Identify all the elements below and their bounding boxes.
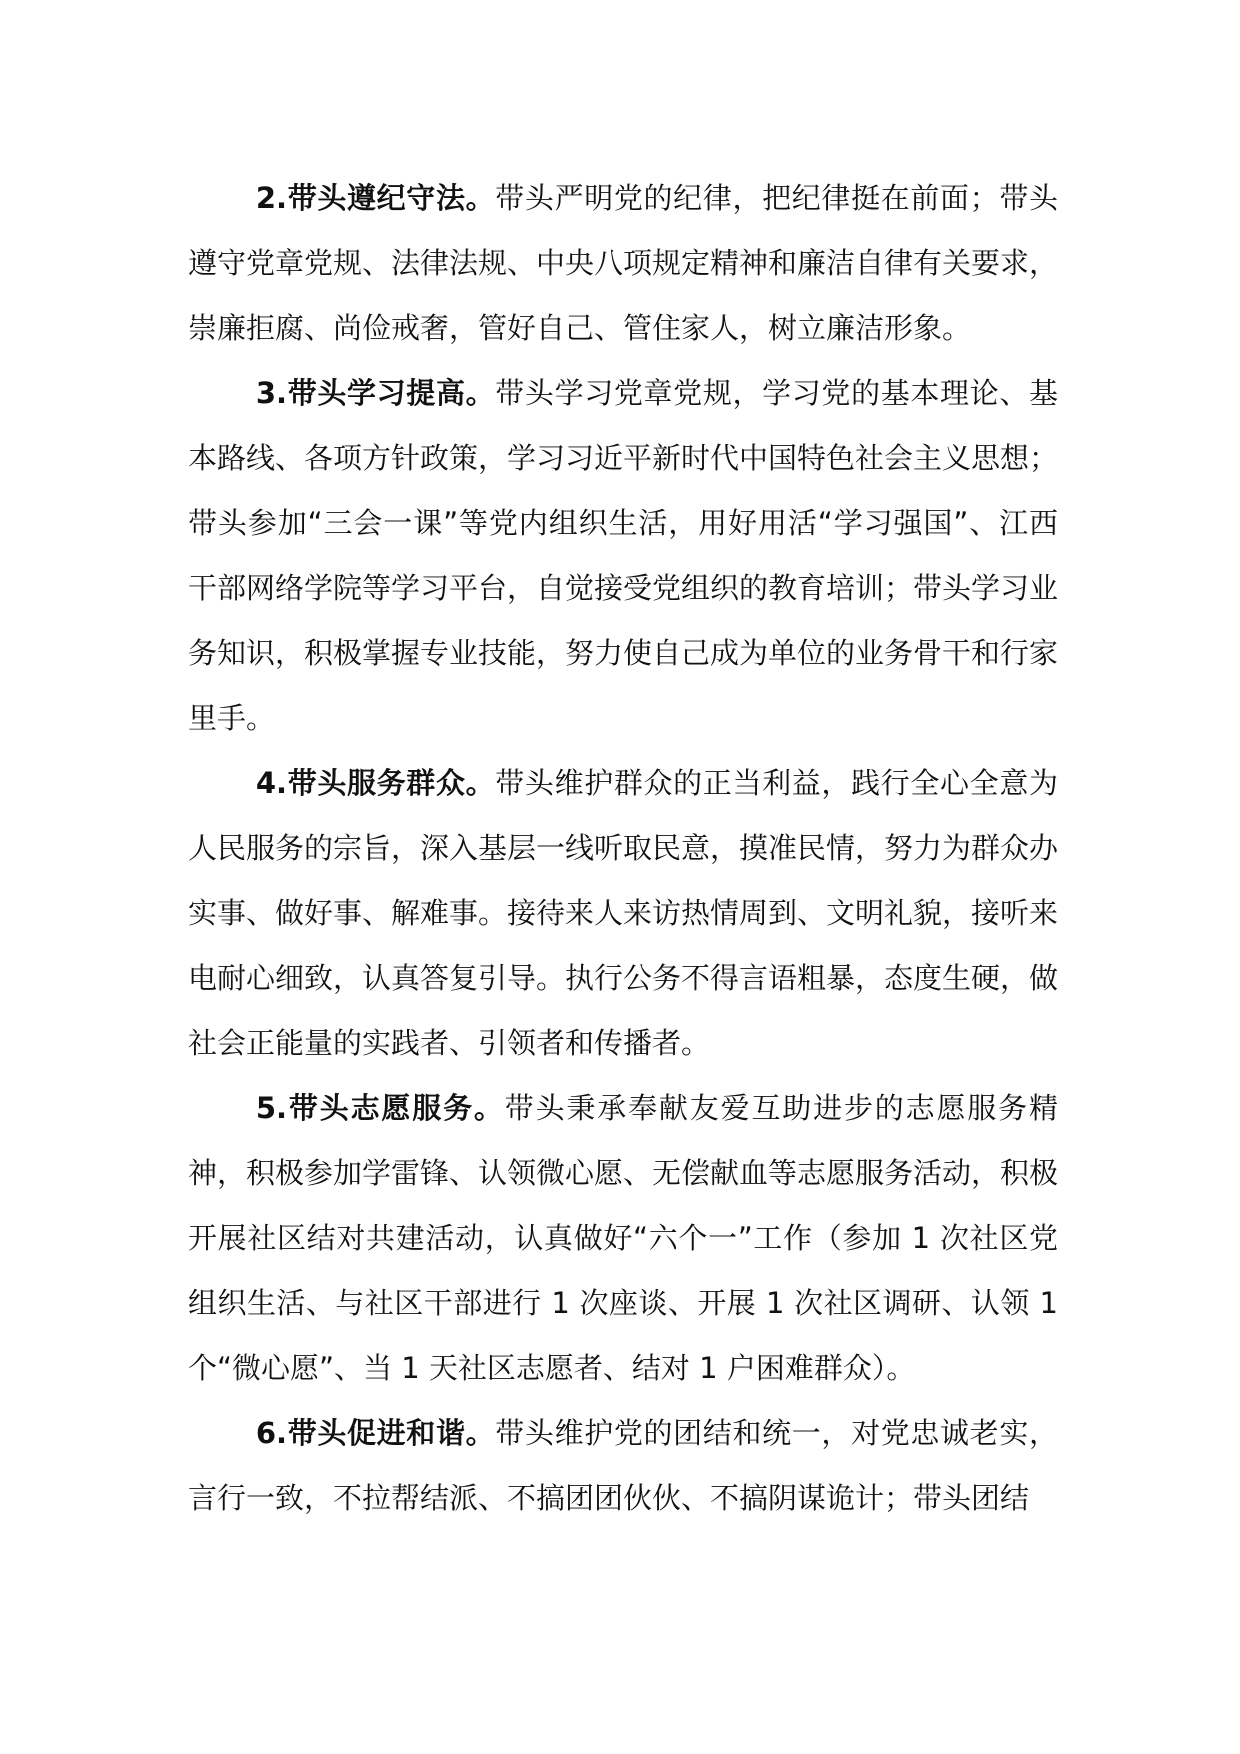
paragraph-heading: 4.带头服务群众。	[255, 766, 496, 800]
paragraph-body: 带头秉承奉献友爱互助进步的志愿服务精神，积极参加学雷锋、认领微心愿、无偿献血等志愿服务活动，积极开展社区结对共建活动，认真做好“六个一”工作（参加 1 次社区党组织生活、与社区干部进行 1 次座谈、开展 1 次社区调研、认领 1 个“微心愿”、当 1 天社区志愿者、结对 1 户困难群众）。	[188, 1091, 1059, 1385]
paragraph-body: 带头严明党的纪律，把纪律挺在前面；带头遵守党章党规、法律法规、中央八项规定精神和廉洁自律有关要求，崇廉拒腐、尚俭戒奢，管好自己、管住家人，树立廉洁形象。	[188, 181, 1059, 345]
paragraph-harmony	[188, 1401, 1058, 1531]
paragraph-heading: 2.带头遵纪守法。	[255, 181, 496, 215]
paragraph-body: 带头学习党章党规，学习党的基本理论、基本路线、各项方针政策，学习习近平新时代中国特色社会主义思想；带头参加“三会一课”等党内组织生活，用好用活“学习强国”、江西干部网络学院等学习平台，自觉接受党组织的教育培训；带头学习业务知识，积极掌握专业技能，努力使自己成为单位的业务骨干和行家里手。	[188, 376, 1059, 735]
paragraph-heading: 6.带头促进和谐。	[255, 1416, 496, 1450]
paragraph-discipline	[188, 166, 1058, 361]
paragraph-body: 带头维护群众的正当利益，践行全心全意为人民服务的宗旨，深入基层一线听取民意，摸准民情，努力为群众办实事、做好事、解难事。接待来人来访热情周到、文明礼貌，接听来电耐心细致，认真答复引导。执行公务不得言语粗暴，态度生硬，做社会正能量的实践者、引领者和传播者。	[188, 766, 1059, 1060]
paragraph-heading: 5.带头志愿服务。	[255, 1091, 505, 1125]
paragraph-study	[188, 361, 1058, 751]
paragraph-volunteer	[188, 1076, 1058, 1401]
paragraph-heading: 3.带头学习提高。	[255, 376, 496, 410]
document-page	[188, 166, 1058, 1531]
paragraph-body: 带头维护党的团结和统一，对党忠诚老实，言行一致，不拉帮结派、不搞团团伙伙、不搞阴谋诡计；带头团结	[188, 1416, 1058, 1515]
paragraph-serve-masses	[188, 751, 1058, 1076]
